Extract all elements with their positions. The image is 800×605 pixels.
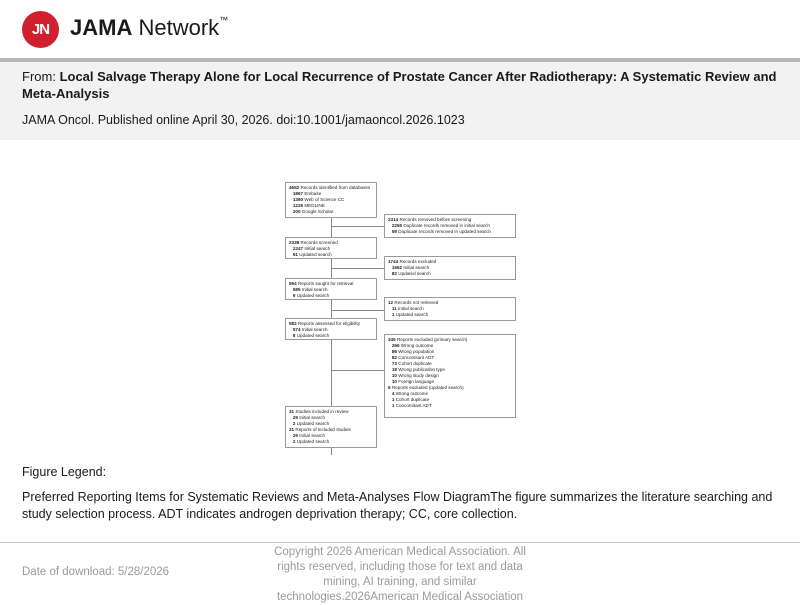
figure-legend-heading: Figure Legend: [22, 465, 107, 479]
footer-divider [0, 542, 800, 543]
flow-box-screened: 2338 Records screened 2247 Initial search 91 Updated search [285, 237, 377, 259]
figure-legend-text: Preferred Reporting Items for Systematic Reviews and Meta-Analyses Flow DiagramThe figure summarizes the literature searching and study selection process. ADT indicates androgen deprivation therapy; CC, core collection. [22, 490, 773, 521]
logo-text: JN [31, 21, 50, 38]
copyright-notice: Copyright 2026 American Medical Association. All rights reserved, including those for text and data mining, AI training, and similar technologies.2026American Medical Association [274, 546, 526, 603]
connector [331, 310, 384, 311]
flow-box-identified: 4652 Records identified from databases 1867 Embase 1360 Web of Science CC 1225 MEDLINE 200 Google Scholar [285, 182, 377, 218]
download-date: Date of download: 5/28/2026 [22, 566, 170, 578]
flow-box-included: 31 Studies included in review 29 Initial search 2 Updated search 31 Reports of included studies 29 Initial search 2 Updated search [285, 406, 377, 448]
connector [331, 370, 384, 371]
brand-bold: JAMA [70, 15, 133, 40]
flow-box-assessed: 582 Reports assessed for eligibility 574 Initial search 8 Updated search [285, 318, 377, 340]
flow-box-reports-excluded: 345 Reports excluded (primary search) 266 Wrong outcome 86 Wrong population 82 Concomitant ADT 73 Cohort duplicate 18 Wrong publication type 10 Wrong study design 10 Foreign language 6 Reports excluded (updated search) 4 Wrong outcome 1 Cohort duplicate 1 Concomitant ADT [384, 334, 516, 418]
brand-tm: ™ [219, 15, 229, 25]
flow-box-not-retrieved: 12 Records not retrieved 11 Initial search 1 Updated search [384, 297, 516, 321]
brand-rest: Network [132, 15, 220, 40]
connector [331, 268, 384, 269]
flow-box-excluded: 1744 Records excluded 1662 Initial search 82 Updated search [384, 256, 516, 280]
article-title[interactable]: Local Salvage Therapy Alone for Local Recurrence of Prostate Cancer After Radiotherapy: A Systematic Review and Meta-Analysis [22, 69, 777, 101]
from-label: From: [22, 69, 60, 84]
connector [331, 226, 384, 227]
article-citation: JAMA Oncol. Published online April 30, 2026. doi:10.1001/jamaoncol.2026.1023 [22, 113, 465, 127]
flow-box-removed: 2314 Records removed before screening 2255 Duplicate records removed in initial search 59 Duplicate records removed in updated search [384, 214, 516, 238]
flow-box-sought: 594 Reports sought for retrieval 585 Initial search 9 Updated search [285, 278, 377, 300]
